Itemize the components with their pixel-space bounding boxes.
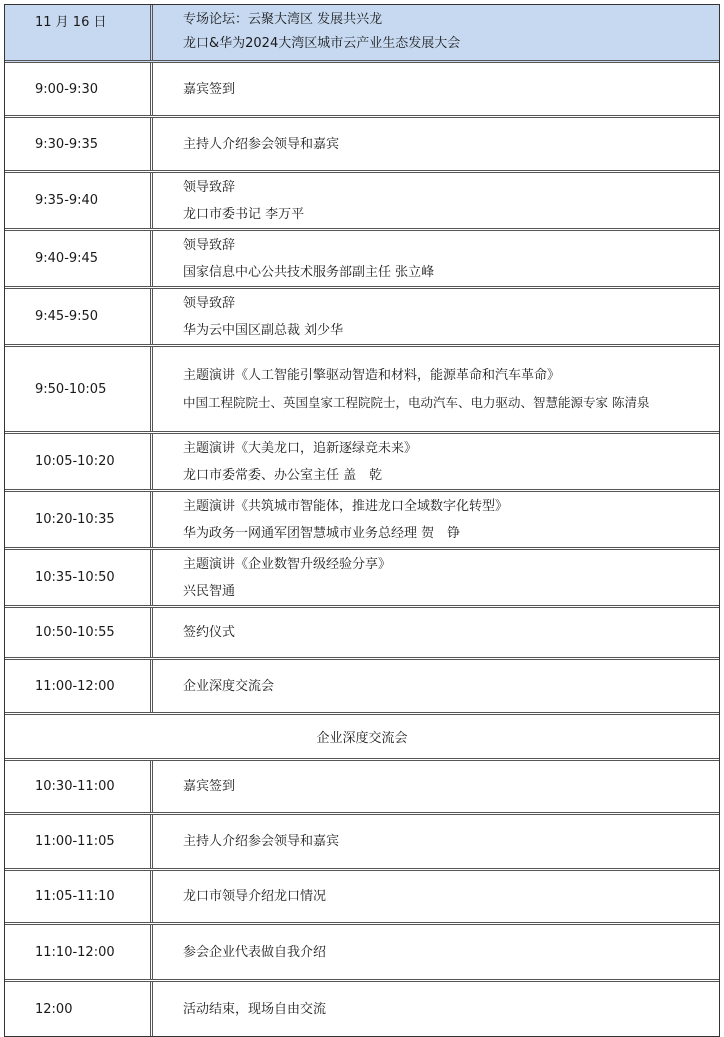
time-label: 9:45-9:50 xyxy=(35,309,99,324)
item-line: 企业深度交流会 xyxy=(183,678,275,694)
item-line: 龙口市委常委、办公室主任 盖 乾 xyxy=(183,467,383,483)
item-cell xyxy=(153,231,719,286)
item-line: 华为云中国区副总裁 刘少华 xyxy=(183,322,344,338)
time-label: 11:00-11:05 xyxy=(35,834,115,849)
time-cell xyxy=(5,761,153,812)
table-row xyxy=(5,347,719,434)
table-row xyxy=(5,660,719,715)
time-label: 10:50-10:55 xyxy=(35,625,115,640)
forum-title-line-1: 专场论坛：云聚大湾区 发展共兴龙 xyxy=(183,12,383,27)
table-row xyxy=(5,63,719,118)
item-cell xyxy=(153,289,719,344)
item-cell xyxy=(153,871,719,922)
table-row xyxy=(5,173,719,231)
item-line: 领导致辞 xyxy=(183,237,236,253)
section-heading-row xyxy=(5,715,719,761)
item-line: 主持人介绍参会领导和嘉宾 xyxy=(183,136,340,152)
time-cell xyxy=(5,982,153,1036)
time-cell xyxy=(5,231,153,286)
time-cell xyxy=(5,492,153,547)
item-line: 领导致辞 xyxy=(183,295,236,311)
table-row xyxy=(5,434,719,492)
item-cell xyxy=(153,608,719,657)
time-label: 10:35-10:50 xyxy=(35,570,115,585)
time-label: 12:00 xyxy=(35,1001,73,1017)
time-label: 11:10-12:00 xyxy=(35,944,115,960)
time-label: 10:30-11:00 xyxy=(35,779,115,794)
time-label: 9:35-9:40 xyxy=(35,193,99,208)
item-cell xyxy=(153,173,719,228)
time-cell xyxy=(5,871,153,922)
table-row xyxy=(5,550,719,608)
table-row xyxy=(5,815,719,871)
time-cell xyxy=(5,660,153,712)
item-line: 领导致辞 xyxy=(183,179,236,195)
time-label: 10:20-10:35 xyxy=(35,512,115,527)
time-cell xyxy=(5,173,153,228)
item-line: 嘉宾签到 xyxy=(183,81,236,97)
item-line: 龙口市委书记 李万平 xyxy=(183,206,305,222)
table-row xyxy=(5,871,719,925)
time-label: 9:00-9:30 xyxy=(35,81,99,97)
item-line: 中国工程院院士、英国皇家工程院院士，电动汽车、电力驱动、智慧能源专家 陈清泉 xyxy=(183,395,650,410)
time-label: 11:05-11:10 xyxy=(35,889,115,904)
table-row xyxy=(5,118,719,173)
forum-title-line-2: 龙口&华为2024大湾区城市云产业生态发展大会 xyxy=(183,36,461,51)
time-label: 11:00-12:00 xyxy=(35,678,115,694)
item-cell xyxy=(153,347,719,431)
item-line: 主题演讲《共筑城市智能体，推进龙口全域数字化转型》 xyxy=(183,498,509,514)
item-line: 参会企业代表做自我介绍 xyxy=(183,944,327,960)
item-line: 兴民智通 xyxy=(183,583,236,599)
table-row xyxy=(5,982,719,1036)
item-cell xyxy=(153,492,719,547)
forum-title-cell xyxy=(153,5,719,60)
time-label: 10:05-10:20 xyxy=(35,454,115,469)
item-cell xyxy=(153,434,719,489)
time-cell xyxy=(5,63,153,115)
item-line: 主题演讲《大美龙口，追新逐绿竞未来》 xyxy=(183,440,418,456)
date-label: 11 月 16 日 xyxy=(35,15,107,30)
item-line: 签约仪式 xyxy=(183,625,236,640)
time-label: 9:50-10:05 xyxy=(35,381,107,397)
table-row xyxy=(5,492,719,550)
time-cell xyxy=(5,608,153,657)
table-row xyxy=(5,608,719,660)
item-cell xyxy=(153,660,719,712)
table-row xyxy=(5,925,719,982)
time-cell xyxy=(5,289,153,344)
item-line: 国家信息中心公共技术服务部副主任 张立峰 xyxy=(183,264,435,280)
time-cell xyxy=(5,815,153,868)
item-line: 华为政务一网通军团智慧城市业务总经理 贺 铮 xyxy=(183,525,461,541)
time-cell xyxy=(5,434,153,489)
section-heading: 企业深度交流会 xyxy=(316,731,408,746)
item-line: 龙口市领导介绍龙口情况 xyxy=(183,889,327,904)
time-cell xyxy=(5,550,153,605)
time-cell xyxy=(5,925,153,979)
table-row xyxy=(5,231,719,289)
item-cell xyxy=(153,118,719,170)
item-cell xyxy=(153,815,719,868)
item-cell xyxy=(153,63,719,115)
time-label: 9:40-9:45 xyxy=(35,251,99,266)
table-row xyxy=(5,289,719,347)
item-line: 主持人介绍参会领导和嘉宾 xyxy=(183,834,340,849)
item-line: 主题演讲《企业数智升级经验分享》 xyxy=(183,556,392,572)
time-label: 9:30-9:35 xyxy=(35,136,99,152)
item-cell xyxy=(153,982,719,1036)
agenda-table xyxy=(4,4,720,1037)
time-cell xyxy=(5,347,153,431)
table-row xyxy=(5,761,719,815)
time-cell xyxy=(5,118,153,170)
item-cell xyxy=(153,550,719,605)
item-line: 嘉宾签到 xyxy=(183,779,236,794)
item-cell xyxy=(153,925,719,979)
item-line: 主题演讲《人工智能引擎驱动智造和材料，能源革命和汽车革命》 xyxy=(183,368,561,383)
item-cell xyxy=(153,761,719,812)
date-cell xyxy=(5,5,153,60)
item-line: 活动结束，现场自由交流 xyxy=(183,1001,327,1017)
table-header-row xyxy=(5,5,719,63)
